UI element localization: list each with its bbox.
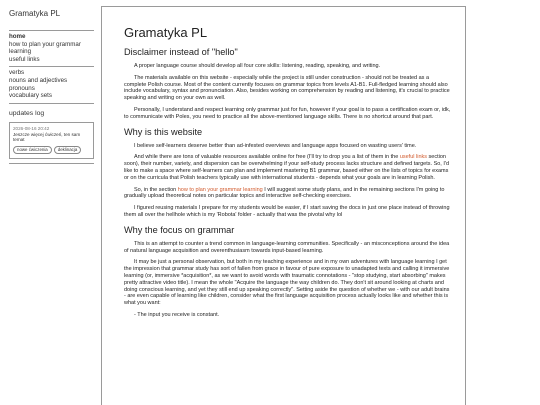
paragraph-text: section soon), their number, variety, and dispersion can be overwhelming if your self-study process lacks structure and defined targets. So, I'd like to make a space where self-learners can plan and implement mastering B1 grammar, based either on the lists of topics for exams or on the curricula that Polish teachers typically use with international students - depends what your goals are in learning Polish. [124, 154, 449, 181]
nav-item-vocabulary-sets[interactable]: vocabulary sets [9, 92, 52, 100]
plan-grammar-link[interactable]: how to plan your grammar learning [177, 186, 263, 193]
nav-item-pronouns[interactable]: pronouns [9, 84, 35, 92]
section-heading-why-website: Why is this website [124, 126, 203, 137]
main-content [101, 6, 466, 405]
useful-links-link[interactable]: useful links [399, 154, 428, 161]
paragraph-text: And while there are tons of valuable resources available online for free (I'll try to drop you a list of them in the [134, 154, 400, 161]
sidebar-divider [9, 66, 94, 67]
paragraph-text: I will suggest some study plans, and in the remaining sections I'm going to gradually upload theoretical notes on particular topics and interactive self-checking exercises. [124, 186, 445, 200]
section-heading-disclaimer: Disclaimer instead of "hello" [124, 47, 238, 57]
update-date: 2026-08-16 20:42 [13, 125, 50, 131]
paragraph: I believe self-learners deserve better than ad-infested overviews and language apps focused on wasting users' time. [134, 142, 417, 149]
update-tags [13, 146, 90, 154]
paragraph: The materials available on this website - especially while the project is still under construction - should not be treated as a complete Polish course. Most of the content currently focuses on grammar topics from levels A1-B1. Full-fledged learning should also include vocabulary, syntax and pronunciation. Also, besides working on comprehension by reading and listening, it's crucial to practice speaking and writing on your own as well. [124, 74, 450, 102]
sidebar-divider [9, 103, 94, 104]
list-item: - The input you receive is constant. [134, 311, 220, 318]
tag-nowe-cwiczenia[interactable]: nowe ćwiczenia [13, 146, 52, 154]
update-text: Jeszcze więcej ćwiczeń, ten sam temat [13, 131, 81, 143]
updates-log-title: updates log [9, 109, 45, 117]
nav-group-topics [9, 69, 98, 99]
sidebar-divider [9, 163, 94, 164]
paragraph [124, 154, 452, 181]
paragraph: This is an attempt to counter a trend common in language-learning communities. Specifically - an misconceptions around the idea of natural language acquisition and overenthusiasm towards input-based learning. [124, 240, 450, 254]
page-title: Gramatyka PL [124, 25, 208, 40]
nav-item-useful-links[interactable]: useful links [9, 55, 40, 63]
site-title[interactable]: Gramatyka PL [9, 9, 61, 18]
sidebar-divider [9, 30, 94, 31]
nav-group-main [9, 33, 98, 63]
paragraph: A proper language course should develop all four core skills: listening, reading, speaking, and writing. [134, 63, 381, 69]
nav-item-home[interactable]: home [9, 33, 26, 40]
section-heading-focus-grammar: Why the focus on grammar [124, 224, 235, 235]
paragraph: I figured reusing materials I prepare for my students would be easier, if I start saving the docs in just one place instead of throwing them all over the hellhole which is my 'Robota' folder - actually that was the pivotal why lol [124, 205, 450, 218]
sidebar [0, 0, 98, 405]
paragraph [124, 187, 452, 201]
nav-item-verbs[interactable]: verbs [9, 69, 25, 77]
tag-deklinacja[interactable]: deklinacja [54, 146, 82, 154]
nav-item-nouns-adjectives[interactable]: nouns and adjectives [9, 76, 68, 84]
paragraph-text: So, in the section [134, 186, 178, 193]
paragraph: Personally, I understand and respect learning only grammar just for fun, however if your goal is to pass a certification exam or, idk, to communicate with Poles, you need to practice all the above-mentioned language skills. There is no shortcut around that part. [124, 106, 451, 120]
update-log-entry [9, 122, 94, 159]
paragraph: It may be just a personal observation, but both in my teaching experience and in my own adventures with language learning I get the impression that grammar study has sort of fallen from grace in favour of pure exposure to unadapted texts and calling it immersive learning (or, immersive *acquisition*, as we want to avoid words with traumatic connotations - "stop studying, start absorbing" makes pretty attractive video title). I mean the whole "Acquire the language the way children do. They don't sit around looking at charts and doing conscious learning, and yet they still end up speaking correctly". Setting aside the question of whether we - with our adult brains - are even capable of learning like children, consider what the first language acquisition process actually looks like and whether this is what you want: [124, 259, 450, 307]
nav-item-how-to-plan[interactable]: how to plan your grammar learning [9, 40, 81, 56]
